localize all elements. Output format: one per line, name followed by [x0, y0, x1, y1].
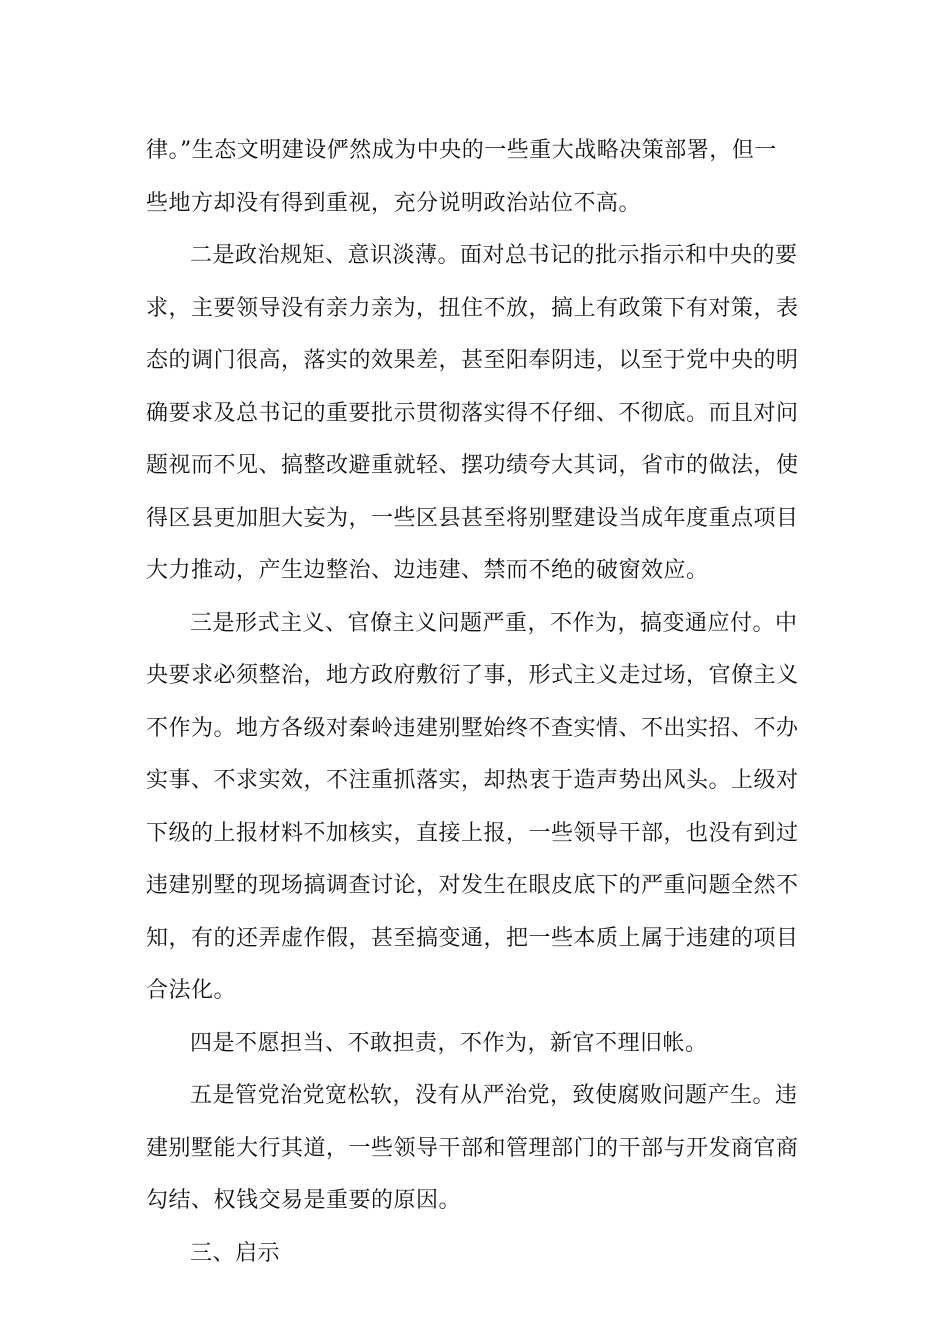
- text-line: 态的调门很高，落实的效果差，甚至阳奉阴违，以至于党中央的明: [146, 348, 799, 373]
- text-line: 违建别墅的现场搞调查讨论，对发生在眼皮底下的严重问题全然不: [146, 873, 799, 898]
- section-heading: 三、启示: [190, 1241, 281, 1266]
- text-line: 实事、不求实效，不注重抓落实，却热衷于造声势出风头。上级对: [146, 768, 799, 793]
- text-line: 央要求必须整治，地方政府敷衍了事，形式主义走过场，官僚主义: [146, 663, 799, 688]
- text-line: 下级的上报材料不加核实，直接上报，一些领导干部，也没有到过: [146, 821, 799, 846]
- paragraph-5-start: 五是管党治党宽松软，没有从严治党，致使腐败问题产生。违: [190, 1083, 798, 1108]
- text-line: 知，有的还弄虚作假，甚至搞变通，把一些本质上属于违建的项目: [146, 926, 799, 951]
- text-line: 确要求及总书记的重要批示贯彻落实得不仔细、不彻底。而且对问: [146, 401, 799, 426]
- text-line: 建别墅能大行其道，一些领导干部和管理部门的干部与开发商官商: [146, 1136, 799, 1161]
- paragraph-2-start: 二是政治规矩、意识淡薄。面对总书记的批示指示和中央的要: [190, 243, 798, 268]
- text-line: 合法化。: [146, 978, 237, 1003]
- text-line: 大力推动，产生边整治、边违建、禁而不绝的破窗效应。: [146, 558, 709, 583]
- text-line: 不作为。地方各级对秦岭违建别墅始终不查实情、不出实招、不办: [146, 716, 799, 741]
- text-line: 勾结、权钱交易是重要的原因。: [146, 1188, 462, 1213]
- text-line: 得区县更加胆大妄为，一些区县甚至将别墅建设当成年度重点项目: [146, 506, 799, 531]
- text-line: 律。”生态文明建设俨然成为中央的一些重大战略决策部署，但一: [146, 138, 777, 163]
- text-line: 些地方却没有得到重视，充分说明政治站位不高。: [146, 191, 642, 216]
- text-line: 题视而不见、搞整改避重就轻、摆功绩夸大其词，省市的做法，使: [146, 453, 799, 478]
- text-line: 求，主要领导没有亲力亲为，扭住不放，搞上有政策下有对策，表: [146, 296, 799, 321]
- paragraph-4: 四是不愿担当、不敢担责，不作为，新官不理旧帐。: [190, 1031, 708, 1056]
- paragraph-3-start: 三是形式主义、官僚主义问题严重，不作为，搞变通应付。中: [190, 611, 798, 636]
